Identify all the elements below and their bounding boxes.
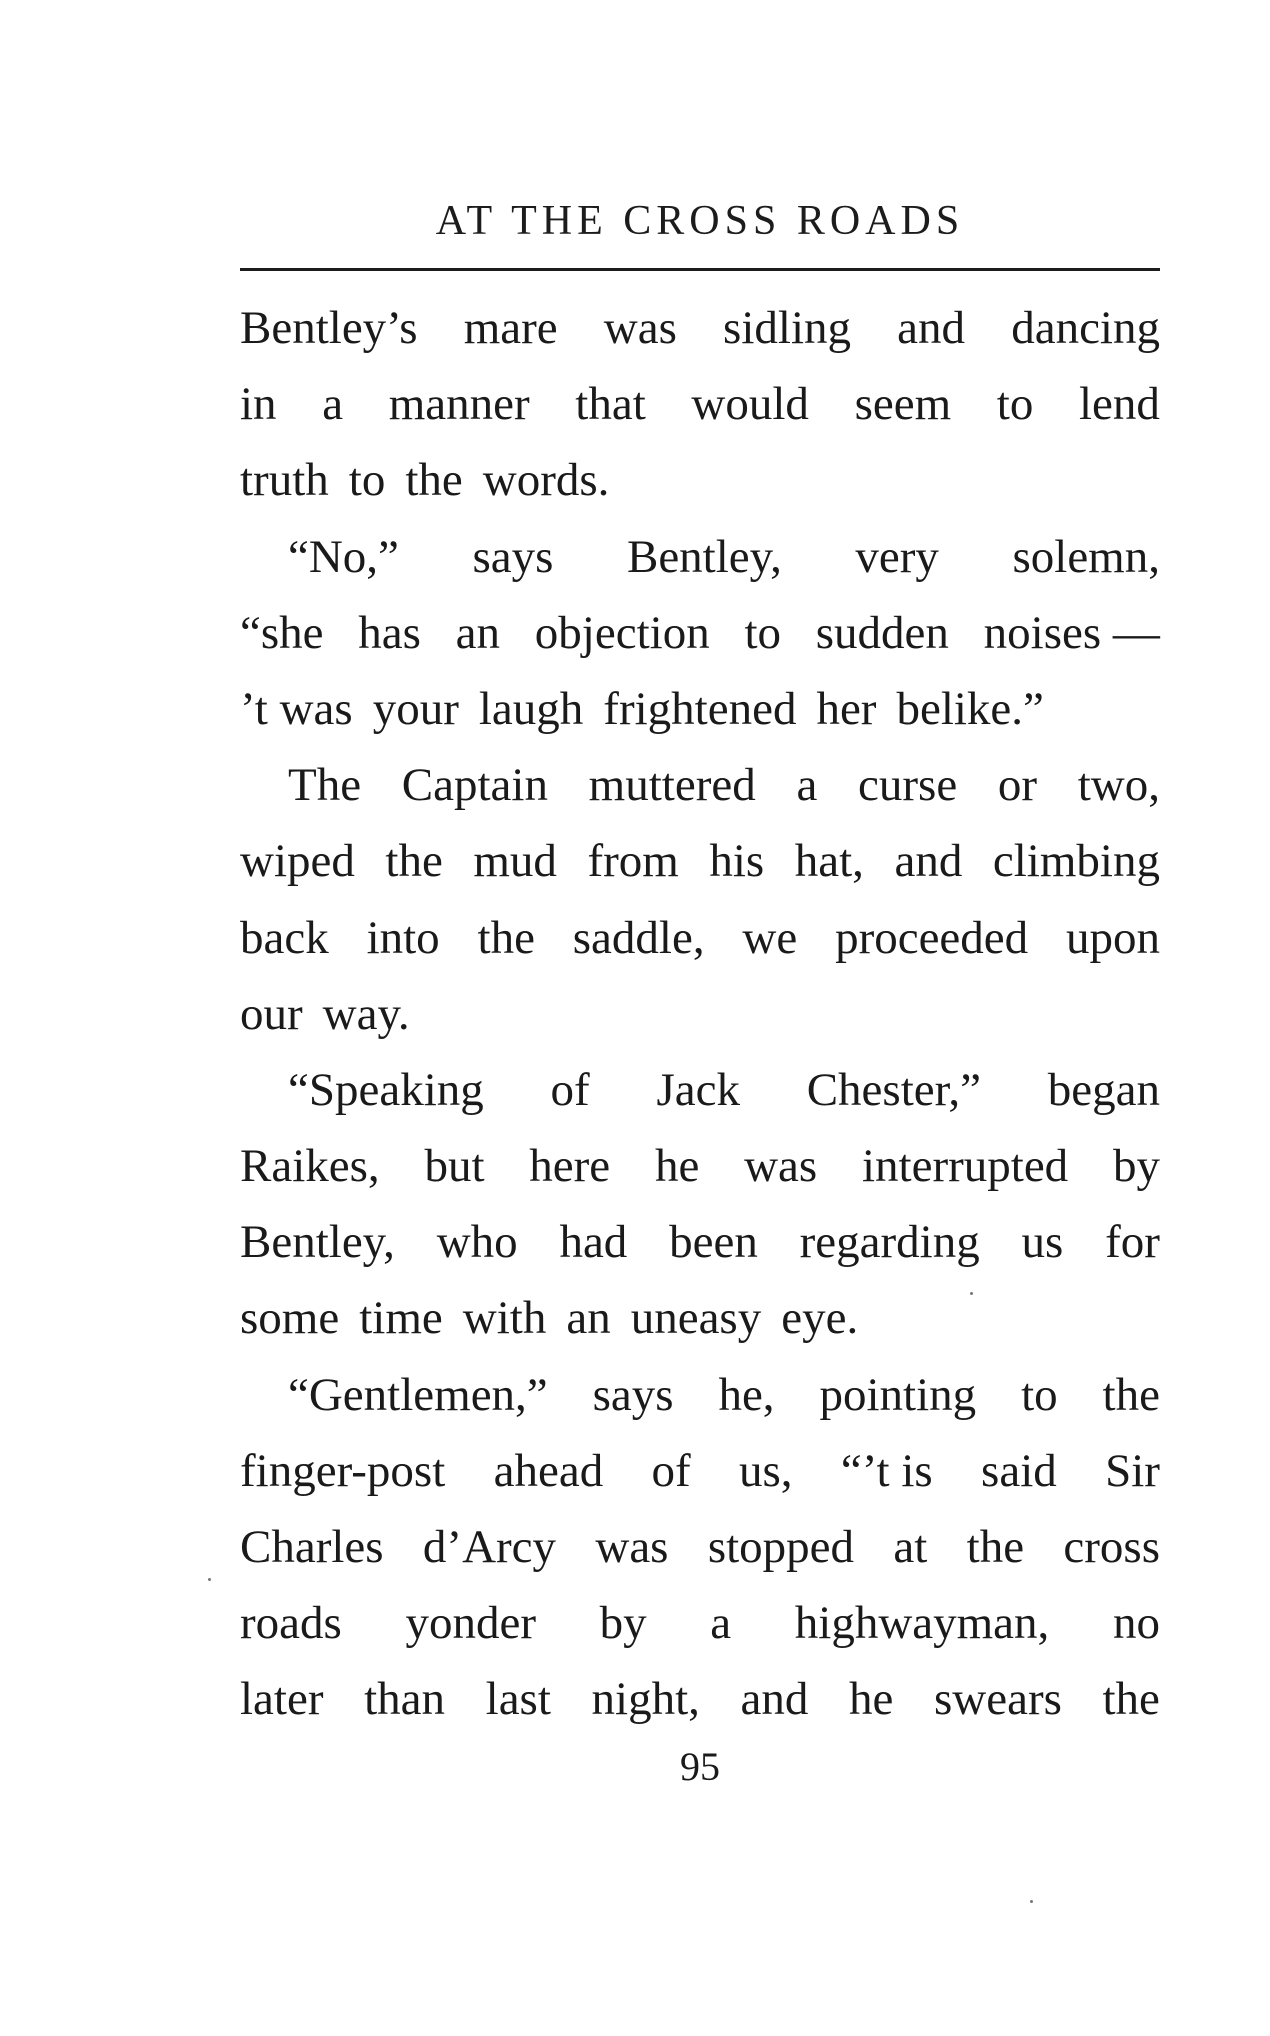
word: his — [709, 835, 765, 888]
word: mud — [473, 835, 557, 888]
word: stopped — [707, 1521, 855, 1573]
word: “No,” — [288, 530, 399, 583]
word: at — [893, 1521, 928, 1573]
word: he, — [718, 1368, 775, 1421]
word: “’t is — [840, 1444, 933, 1497]
word: and — [897, 302, 966, 354]
word: a — [322, 378, 344, 431]
word: to — [744, 606, 782, 659]
text-line — [240, 595, 1160, 671]
word: “Speaking — [288, 1063, 484, 1116]
text-line — [240, 1509, 1160, 1585]
word: and — [894, 835, 963, 888]
word: finger-post — [240, 1444, 446, 1497]
text-line — [240, 671, 1160, 747]
word: mare — [463, 302, 558, 354]
word: that — [575, 378, 646, 431]
word: her — [816, 682, 877, 735]
word: muttered — [588, 759, 756, 812]
word: saddle, — [572, 911, 705, 964]
word: The — [288, 759, 362, 812]
word: time — [359, 1292, 443, 1345]
word: regarding — [799, 1216, 980, 1269]
word: was — [744, 1140, 818, 1193]
word: by — [599, 1597, 647, 1650]
word: says — [592, 1368, 674, 1421]
word: us, — [739, 1444, 793, 1497]
word: belike.” — [896, 682, 1044, 735]
text-line — [240, 900, 1160, 976]
body-text — [240, 290, 1160, 1738]
word: we — [742, 911, 798, 964]
word: Bentley, — [240, 1216, 395, 1269]
word: very — [855, 530, 939, 583]
word: sudden — [815, 606, 949, 659]
text-line — [240, 976, 1160, 1052]
word: here — [529, 1140, 611, 1193]
word: d’Arcy — [422, 1521, 557, 1573]
word: of — [550, 1063, 590, 1116]
word: or — [997, 759, 1038, 812]
scan-speck — [1030, 1900, 1033, 1903]
word: sidling — [723, 302, 852, 354]
word: laugh — [478, 682, 584, 735]
text-line — [240, 1433, 1160, 1509]
word: says — [472, 530, 554, 583]
word: noises — — [983, 606, 1160, 659]
word: he — [654, 1140, 700, 1193]
text-line — [240, 366, 1160, 442]
word: in — [240, 378, 277, 431]
word: dancing — [1011, 302, 1160, 354]
word: “Gentlemen,” — [288, 1368, 548, 1421]
word: for — [1105, 1216, 1160, 1269]
text-line — [240, 519, 1160, 595]
word: who — [436, 1216, 518, 1269]
word: your — [372, 682, 459, 735]
word: cross — [1063, 1521, 1160, 1573]
word: Jack — [656, 1063, 740, 1116]
word: way. — [322, 987, 410, 1040]
text-line — [240, 1585, 1160, 1661]
word: with — [462, 1292, 547, 1345]
word: frightened — [603, 682, 797, 735]
word: the — [477, 911, 535, 964]
word: was — [603, 302, 677, 354]
word: seem — [854, 378, 952, 431]
word: our — [240, 987, 303, 1040]
word: uneasy — [630, 1292, 762, 1345]
word: Raikes, — [240, 1140, 380, 1193]
word: proceeded — [835, 911, 1029, 964]
word: to — [1021, 1368, 1058, 1421]
word: some — [240, 1292, 340, 1345]
word: lend — [1078, 378, 1160, 431]
word: interrupted — [861, 1140, 1069, 1193]
word: Bentley’s — [240, 302, 418, 354]
word: he — [849, 1673, 894, 1726]
text-line — [240, 290, 1160, 366]
word: objection — [534, 606, 710, 659]
word: Captain — [401, 759, 548, 812]
word: an — [566, 1292, 611, 1345]
word: to — [996, 378, 1034, 431]
word: would — [691, 378, 809, 431]
word: the — [1102, 1368, 1160, 1421]
word: eye. — [781, 1292, 859, 1345]
word: hat, — [794, 835, 864, 888]
word: has — [358, 606, 421, 659]
word: the — [405, 454, 463, 507]
word: upon — [1066, 911, 1160, 964]
text-line — [240, 1280, 1160, 1356]
text-line — [240, 823, 1160, 899]
word: no — [1112, 1597, 1160, 1650]
word: us — [1021, 1216, 1064, 1269]
text-line — [240, 1052, 1160, 1128]
word: said — [981, 1444, 1057, 1497]
word: an — [455, 606, 501, 659]
word: manner — [388, 378, 530, 431]
word: into — [366, 911, 440, 964]
word: of — [651, 1444, 691, 1497]
word: than — [364, 1673, 446, 1726]
scan-speck — [970, 1292, 973, 1295]
word: yonder — [405, 1597, 536, 1650]
word: the — [966, 1521, 1025, 1573]
word: later — [240, 1673, 324, 1726]
text-line — [240, 442, 1160, 518]
word: pointing — [819, 1368, 977, 1421]
word: Chester,” — [806, 1063, 982, 1116]
word: swears — [933, 1673, 1062, 1726]
word: two, — [1077, 759, 1160, 812]
word: to — [348, 454, 386, 507]
word: the — [1102, 1673, 1160, 1726]
header-rule — [240, 268, 1160, 271]
text-line — [240, 1661, 1160, 1737]
word: by — [1112, 1140, 1160, 1193]
word: had — [559, 1216, 628, 1269]
word: from — [587, 835, 679, 888]
word: a — [796, 759, 818, 812]
page-number: 95 — [680, 1744, 720, 1789]
word: highwayman, — [794, 1597, 1050, 1650]
word: last — [485, 1673, 551, 1726]
word: climbing — [992, 835, 1160, 888]
running-head: AT THE CROSS ROADS — [435, 198, 965, 244]
word: been — [669, 1216, 758, 1269]
scan-speck — [208, 1578, 211, 1581]
word: but — [424, 1140, 485, 1193]
word: curse — [858, 759, 958, 812]
text-line — [240, 1357, 1160, 1433]
text-line — [240, 1128, 1160, 1204]
word: ’t was — [240, 682, 353, 735]
text-line — [240, 1204, 1160, 1280]
word: roads — [240, 1597, 342, 1650]
word: began — [1047, 1063, 1160, 1116]
word: night, — [591, 1673, 700, 1726]
word: wiped — [240, 835, 355, 888]
word: back — [240, 911, 329, 964]
word: Bentley, — [626, 530, 782, 583]
text-line — [240, 747, 1160, 823]
word: solemn, — [1012, 530, 1160, 583]
word: words. — [482, 454, 610, 507]
word: ahead — [493, 1444, 604, 1497]
word: truth — [240, 454, 329, 507]
word: Sir — [1105, 1444, 1160, 1497]
word: and — [740, 1673, 809, 1726]
word: Charles — [240, 1521, 384, 1573]
word: a — [710, 1597, 732, 1650]
word: was — [595, 1521, 669, 1573]
word: the — [385, 835, 443, 888]
word: “she — [240, 606, 324, 659]
